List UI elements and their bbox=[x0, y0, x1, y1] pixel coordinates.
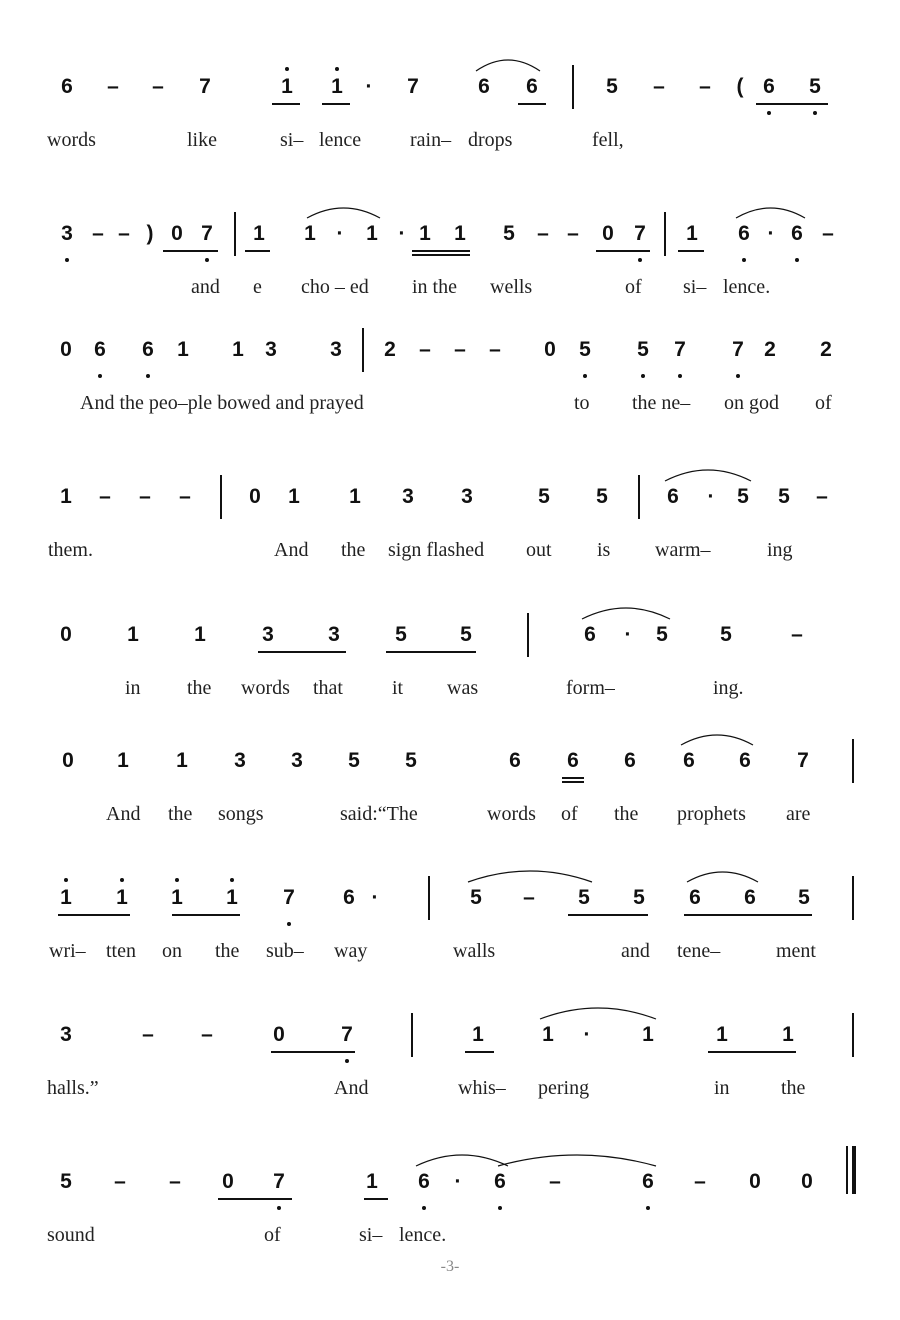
lyric-line bbox=[0, 1220, 900, 1260]
note: – bbox=[99, 485, 111, 508]
note: – bbox=[179, 485, 191, 508]
lyric-syllable: wri– bbox=[49, 940, 86, 962]
note: 3 bbox=[262, 623, 274, 646]
note: 6 bbox=[642, 1170, 654, 1193]
note: 7 bbox=[674, 338, 686, 361]
lyric-syllable: And bbox=[106, 803, 141, 825]
note: 5 bbox=[538, 485, 550, 508]
note: 2 bbox=[764, 338, 776, 361]
lyric-syllable: rain– bbox=[410, 129, 452, 151]
note: 5 bbox=[579, 338, 591, 361]
note: 6 bbox=[739, 749, 751, 772]
note: – bbox=[694, 1170, 706, 1193]
note: 1 bbox=[686, 222, 698, 245]
lyric-syllable: the bbox=[341, 539, 366, 561]
note: 7 bbox=[283, 886, 295, 909]
lyric-syllable: wells bbox=[490, 276, 533, 298]
note: – bbox=[114, 1170, 126, 1193]
note: 1 bbox=[127, 623, 139, 646]
low-octave-dot bbox=[641, 374, 645, 378]
note: 5 bbox=[606, 75, 618, 98]
lyric-syllable: of bbox=[625, 276, 642, 298]
note-line bbox=[0, 613, 900, 673]
note: 0 bbox=[544, 338, 556, 361]
note: 1 bbox=[171, 886, 183, 909]
note: 3 bbox=[265, 338, 277, 361]
note: – bbox=[92, 222, 104, 245]
note: – bbox=[142, 1023, 154, 1046]
note: – bbox=[523, 886, 535, 909]
note: · bbox=[624, 623, 632, 646]
note: – bbox=[537, 222, 549, 245]
score-system-8 bbox=[0, 1013, 900, 1173]
bar-line bbox=[362, 328, 364, 372]
lyric-syllable: And bbox=[334, 1077, 369, 1099]
lyric-syllable: songs bbox=[218, 803, 264, 825]
note: – bbox=[653, 75, 665, 98]
lyric-syllable: and bbox=[191, 276, 220, 298]
note-line bbox=[0, 739, 900, 799]
note: · bbox=[767, 222, 775, 245]
note: 0 bbox=[749, 1170, 761, 1193]
note: 1 bbox=[366, 1170, 378, 1193]
score-system-9 bbox=[0, 1160, 900, 1320]
note: 5 bbox=[778, 485, 790, 508]
low-octave-dot bbox=[583, 374, 587, 378]
note: 5 bbox=[503, 222, 515, 245]
score-system-6 bbox=[0, 739, 900, 899]
note: 3 bbox=[60, 1023, 72, 1046]
lyric-syllable: words bbox=[241, 677, 290, 699]
lyric-syllable: the bbox=[215, 940, 240, 962]
lyric-syllable: on god bbox=[724, 392, 779, 414]
score-system-4 bbox=[0, 475, 900, 635]
note: – bbox=[139, 485, 151, 508]
note: 5 bbox=[656, 623, 668, 646]
lyric-syllable: cho – ed bbox=[301, 276, 369, 298]
low-octave-dot bbox=[736, 374, 740, 378]
lyric-syllable: e bbox=[253, 276, 262, 298]
ties bbox=[0, 739, 900, 799]
lyric-syllable: are bbox=[786, 803, 811, 825]
note: – bbox=[454, 338, 466, 361]
note-line bbox=[0, 475, 900, 535]
note: · bbox=[371, 886, 379, 909]
note: 5 bbox=[596, 485, 608, 508]
lyric-syllable: si– bbox=[359, 1224, 383, 1246]
lyric-syllable: sound bbox=[47, 1224, 95, 1246]
note: 2 bbox=[820, 338, 832, 361]
score-system-7 bbox=[0, 876, 900, 1036]
note: – bbox=[419, 338, 431, 361]
note: 7 bbox=[407, 75, 419, 98]
lyric-syllable: ing bbox=[767, 539, 793, 561]
ties bbox=[0, 65, 900, 125]
low-octave-dot bbox=[98, 374, 102, 378]
note: 0 bbox=[249, 485, 261, 508]
lyric-syllable: said:“The bbox=[340, 803, 418, 825]
lyric-syllable: sign flashed bbox=[388, 539, 485, 561]
lyric-line bbox=[0, 125, 900, 165]
note: 1 bbox=[642, 1023, 654, 1046]
lyric-syllable: lence. bbox=[399, 1224, 447, 1246]
note: 1 bbox=[60, 886, 72, 909]
note: 1 bbox=[419, 222, 431, 245]
note: 5 bbox=[578, 886, 590, 909]
note: 1 bbox=[253, 222, 265, 245]
note: 6 bbox=[683, 749, 695, 772]
page-number: -3- bbox=[440, 1258, 460, 1275]
note: 6 bbox=[763, 75, 775, 98]
tie-slur bbox=[476, 60, 540, 71]
lyric-syllable: was bbox=[447, 677, 479, 699]
lyric-syllable: way bbox=[334, 940, 368, 962]
ties bbox=[0, 876, 900, 936]
lyric-syllable: tten bbox=[106, 940, 136, 962]
note: 1 bbox=[177, 338, 189, 361]
lyric-syllable: like bbox=[187, 129, 217, 151]
note: · bbox=[707, 485, 715, 508]
note: · bbox=[398, 222, 406, 245]
note: 6 bbox=[343, 886, 355, 909]
low-octave-dot bbox=[146, 374, 150, 378]
note: 6 bbox=[689, 886, 701, 909]
note: 3 bbox=[461, 485, 473, 508]
note: 5 bbox=[470, 886, 482, 909]
lyric-syllable: in bbox=[714, 1077, 730, 1099]
note: 7 bbox=[732, 338, 744, 361]
note: 7 bbox=[273, 1170, 285, 1193]
note: 6 bbox=[418, 1170, 430, 1193]
note: 3 bbox=[328, 623, 340, 646]
note: 1 bbox=[472, 1023, 484, 1046]
lyric-syllable: the bbox=[614, 803, 639, 825]
note: 0 bbox=[222, 1170, 234, 1193]
note: 6 bbox=[744, 886, 756, 909]
note: – bbox=[489, 338, 501, 361]
lyric-syllable: of bbox=[264, 1224, 281, 1246]
note: 0 bbox=[171, 222, 183, 245]
ties bbox=[0, 613, 900, 673]
ties bbox=[0, 1160, 900, 1220]
note: 1 bbox=[226, 886, 238, 909]
note: 0 bbox=[273, 1023, 285, 1046]
note: 5 bbox=[460, 623, 472, 646]
note: 6 bbox=[478, 75, 490, 98]
note: 5 bbox=[798, 886, 810, 909]
note: – bbox=[169, 1170, 181, 1193]
note: 6 bbox=[738, 222, 750, 245]
note: 5 bbox=[720, 623, 732, 646]
score-system-1 bbox=[0, 65, 900, 225]
note: 7 bbox=[201, 222, 213, 245]
lyric-syllable: the bbox=[187, 677, 212, 699]
note: 6 bbox=[494, 1170, 506, 1193]
note-line bbox=[0, 65, 900, 125]
note: 6 bbox=[94, 338, 106, 361]
lyric-line bbox=[0, 535, 900, 575]
lyric-syllable: prophets bbox=[677, 803, 746, 825]
lyric-line bbox=[0, 936, 900, 976]
note: – bbox=[567, 222, 579, 245]
note: · bbox=[365, 75, 373, 98]
lyric-syllable: And bbox=[274, 539, 309, 561]
note: 3 bbox=[234, 749, 246, 772]
lyric-syllable: And the peo–ple bowed and prayed bbox=[80, 392, 364, 414]
lyric-syllable: that bbox=[313, 677, 343, 699]
lyric-syllable: in bbox=[125, 677, 141, 699]
note: 1 bbox=[117, 749, 129, 772]
lyric-syllable: words bbox=[487, 803, 536, 825]
lyric-syllable: the bbox=[168, 803, 193, 825]
note: – bbox=[699, 75, 711, 98]
lyric-syllable: on bbox=[162, 940, 182, 962]
lyric-line bbox=[0, 799, 900, 839]
lyric-syllable: it bbox=[392, 677, 404, 699]
note: 5 bbox=[809, 75, 821, 98]
note: 6 bbox=[567, 749, 579, 772]
note: 5 bbox=[637, 338, 649, 361]
note-line bbox=[0, 1160, 900, 1220]
note: 0 bbox=[801, 1170, 813, 1193]
note: 5 bbox=[737, 485, 749, 508]
note: 7 bbox=[634, 222, 646, 245]
lyric-syllable: lence bbox=[319, 129, 362, 151]
note: 5 bbox=[405, 749, 417, 772]
note: 3 bbox=[61, 222, 73, 245]
note: 7 bbox=[199, 75, 211, 98]
note: 1 bbox=[194, 623, 206, 646]
lyric-line bbox=[0, 673, 900, 713]
lyric-syllable: fell, bbox=[592, 129, 624, 151]
note: 2 bbox=[384, 338, 396, 361]
note: 1 bbox=[542, 1023, 554, 1046]
lyric-syllable: the bbox=[781, 1077, 806, 1099]
note: 5 bbox=[633, 886, 645, 909]
note: – bbox=[152, 75, 164, 98]
lyric-syllable: to bbox=[574, 392, 590, 414]
lyric-syllable: in the bbox=[412, 276, 457, 298]
note: 1 bbox=[366, 222, 378, 245]
note: – bbox=[791, 623, 803, 646]
lyric-syllable: si– bbox=[683, 276, 707, 298]
note: 0 bbox=[602, 222, 614, 245]
note: 3 bbox=[402, 485, 414, 508]
lyric-syllable: them. bbox=[48, 539, 93, 561]
note: 6 bbox=[791, 222, 803, 245]
note: 6 bbox=[667, 485, 679, 508]
note: 5 bbox=[60, 1170, 72, 1193]
note: – bbox=[816, 485, 828, 508]
note-line bbox=[0, 1013, 900, 1073]
lyric-syllable: words bbox=[47, 129, 96, 151]
note: 5 bbox=[395, 623, 407, 646]
lyric-syllable: sub– bbox=[266, 940, 304, 962]
lyric-line bbox=[0, 272, 900, 312]
lyric-line bbox=[0, 388, 900, 428]
lyric-syllable: whis– bbox=[458, 1077, 506, 1099]
note: 6 bbox=[509, 749, 521, 772]
lyric-syllable: walls bbox=[453, 940, 496, 962]
note: – bbox=[118, 222, 130, 245]
lyric-syllable: si– bbox=[280, 129, 304, 151]
lyric-syllable: is bbox=[597, 539, 611, 561]
note-line bbox=[0, 876, 900, 936]
note: 1 bbox=[60, 485, 72, 508]
lyric-syllable: ing. bbox=[713, 677, 744, 699]
lyric-syllable: of bbox=[815, 392, 832, 414]
note: 1 bbox=[716, 1023, 728, 1046]
note: 6 bbox=[526, 75, 538, 98]
lyric-syllable: halls.” bbox=[47, 1077, 99, 1099]
note: ( bbox=[736, 75, 744, 98]
note-line bbox=[0, 212, 900, 272]
score-system-3 bbox=[0, 328, 900, 488]
note: 7 bbox=[797, 749, 809, 772]
note: 3 bbox=[330, 338, 342, 361]
note: 6 bbox=[61, 75, 73, 98]
low-octave-dot bbox=[678, 374, 682, 378]
note: 1 bbox=[782, 1023, 794, 1046]
note: ) bbox=[146, 222, 154, 245]
note: 1 bbox=[176, 749, 188, 772]
note: 3 bbox=[291, 749, 303, 772]
lyric-syllable: drops bbox=[468, 129, 513, 151]
lyric-syllable: lence. bbox=[723, 276, 771, 298]
note: 1 bbox=[116, 886, 128, 909]
note: · bbox=[336, 222, 344, 245]
note: – bbox=[107, 75, 119, 98]
note: 1 bbox=[331, 75, 343, 98]
note: 0 bbox=[60, 623, 72, 646]
lyric-syllable: out bbox=[526, 539, 552, 561]
final-barline-thick bbox=[852, 1146, 856, 1194]
note: 1 bbox=[454, 222, 466, 245]
ties bbox=[0, 212, 900, 272]
note: 1 bbox=[304, 222, 316, 245]
note: 5 bbox=[348, 749, 360, 772]
lyric-syllable: tene– bbox=[677, 940, 721, 962]
note: 6 bbox=[584, 623, 596, 646]
lyric-syllable: warm– bbox=[655, 539, 711, 561]
lyric-syllable: form– bbox=[566, 677, 615, 699]
note: – bbox=[201, 1023, 213, 1046]
note: – bbox=[549, 1170, 561, 1193]
lyric-syllable: pering bbox=[538, 1077, 590, 1099]
note: 0 bbox=[60, 338, 72, 361]
note: 1 bbox=[281, 75, 293, 98]
ties bbox=[0, 1013, 900, 1073]
note: – bbox=[822, 222, 834, 245]
note-line bbox=[0, 328, 900, 388]
ties bbox=[0, 475, 900, 535]
note: 7 bbox=[341, 1023, 353, 1046]
note: 0 bbox=[62, 749, 74, 772]
note: 1 bbox=[288, 485, 300, 508]
note: 6 bbox=[142, 338, 154, 361]
lyric-syllable: of bbox=[561, 803, 578, 825]
lyric-line bbox=[0, 1073, 900, 1113]
note: · bbox=[583, 1023, 591, 1046]
lyric-syllable: the ne– bbox=[632, 392, 691, 414]
final-barline-thin bbox=[846, 1146, 848, 1194]
lyric-syllable: and bbox=[621, 940, 650, 962]
lyric-syllable: ment bbox=[776, 940, 816, 962]
note: · bbox=[454, 1170, 462, 1193]
note: 1 bbox=[349, 485, 361, 508]
note: 6 bbox=[624, 749, 636, 772]
note: 1 bbox=[232, 338, 244, 361]
